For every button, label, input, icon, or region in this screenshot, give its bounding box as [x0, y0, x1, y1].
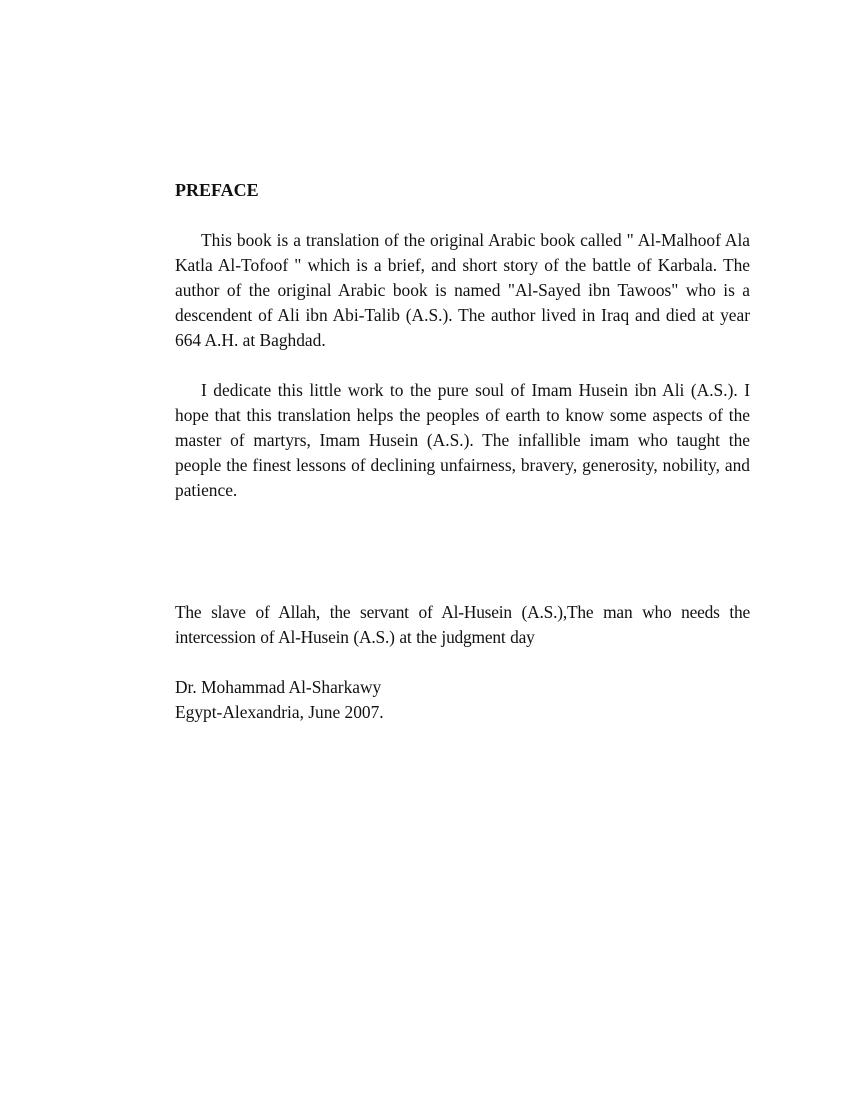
preface-paragraph-translation: This book is a translation of the original Arabic book called " Al-Malhoof Ala Katla Al-Tofoof " which is a brief, and short story of the battle of Karbala. The author of the original Arabic book is named "Al-Sayed ibn Tawoos" who is a descendent of Ali ibn Abi-Talib (A.S.). The author lived in Iraq and died at year 664 A.H. at Baghdad. — [175, 230, 750, 350]
signature-block — [175, 675, 750, 725]
place-and-date: Egypt-Alexandria, June 2007. — [175, 702, 384, 722]
preface-section — [175, 176, 750, 725]
preface-paragraph-closing: The slave of Allah, the servant of Al-Husein (A.S.),The man who needs the intercession of Al-Husein (A.S.) at the judgment day — [175, 602, 750, 647]
preface-heading: PREFACE — [175, 180, 259, 200]
author-name: Dr. Mohammad Al-Sharkawy — [175, 677, 382, 697]
preface-paragraph-dedication: I dedicate this little work to the pure soul of Imam Husein ibn Ali (A.S.). I hope that this translation helps the peoples of earth to know some aspects of the master of martyrs, Imam Husein (A.S.). The infallible imam who taught the people the finest lessons of declining unfairness, bravery, generosity, nobility, and patience. — [175, 380, 750, 500]
